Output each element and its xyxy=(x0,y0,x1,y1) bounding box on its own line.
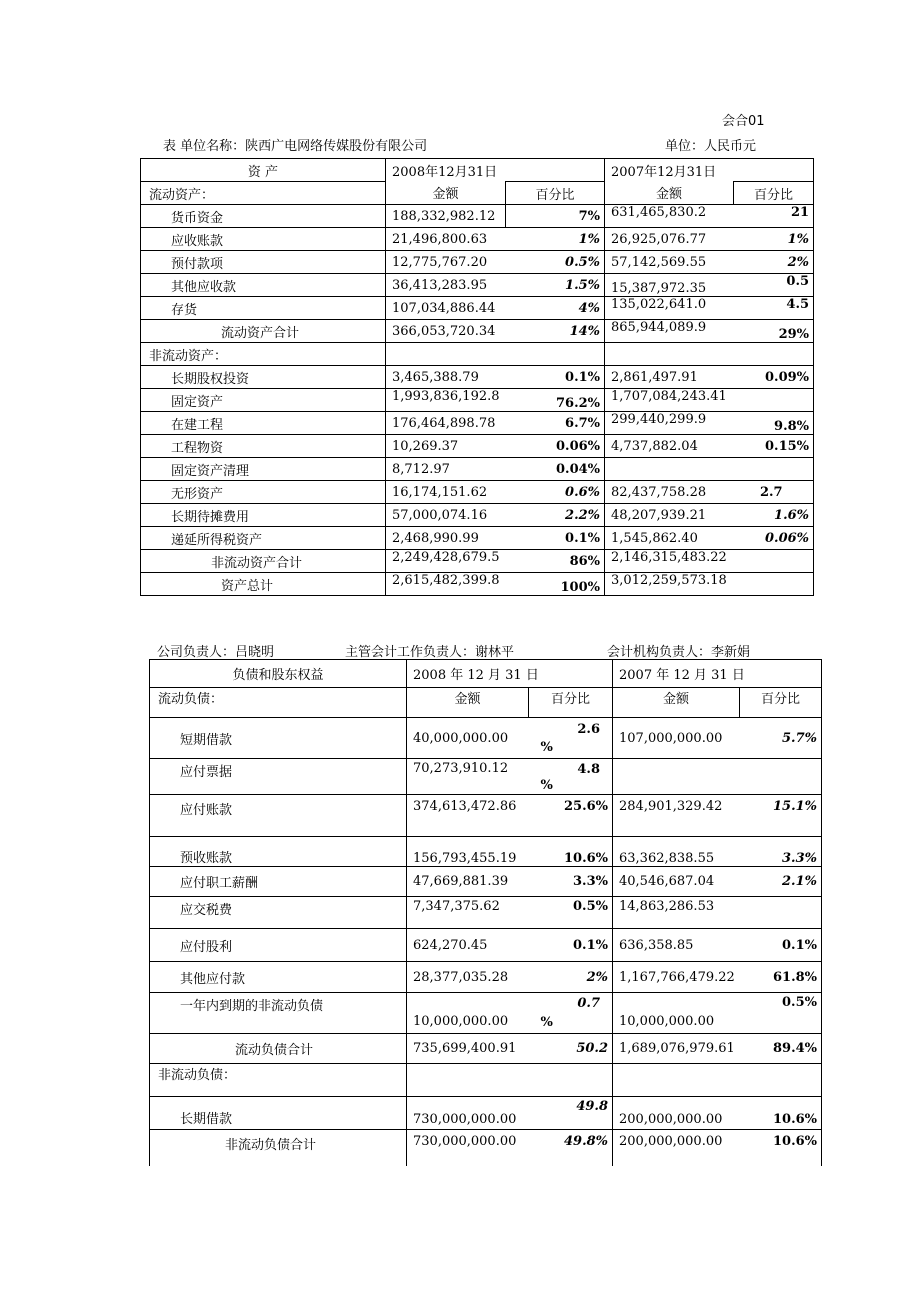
percent-value: 2.6 xyxy=(577,722,600,737)
percent-sign: % xyxy=(540,1015,553,1030)
amount-2007: 1,545,862.40 xyxy=(605,527,734,550)
table-row xyxy=(141,343,814,366)
percent-2008: 0.1% xyxy=(506,366,605,389)
percent-sign: % xyxy=(540,740,553,755)
amount-2007: 2,146,315,483.22 xyxy=(605,550,734,573)
amount-2008: 366,053,720.34 xyxy=(386,320,506,343)
row-label: 预收账款 xyxy=(150,837,407,867)
percent-2008: 4% xyxy=(506,297,605,320)
amount-2007: 636,358.85 xyxy=(613,929,740,962)
row-label: 非流动资产： xyxy=(141,343,386,366)
amount-2008: 730,000,000.00 xyxy=(407,1130,529,1167)
assets-table xyxy=(140,158,814,596)
amount-2007: 48,207,939.21 xyxy=(605,504,734,527)
percent-2008: 10.6% xyxy=(529,837,613,867)
percent-2007: 9.8% xyxy=(734,412,814,435)
row-label: 固定资产清理 xyxy=(141,458,386,481)
amount-2008: 1,993,836,192.8 xyxy=(386,389,506,412)
table-row xyxy=(150,1097,822,1130)
amount-2007: 135,022,641.0 xyxy=(605,297,734,320)
percent-2007: 2.1% xyxy=(740,867,822,897)
row-label: 短期借款 xyxy=(150,718,407,759)
row-label: 非流动负债合计 xyxy=(150,1130,407,1167)
percent-2007: 29% xyxy=(734,320,814,343)
percent-header: 百分比 xyxy=(734,182,814,205)
table-row xyxy=(141,435,814,458)
amount-2008: 28,377,035.28 xyxy=(407,962,529,993)
liabilities-year-2007: 2007 年 12 月 31 日 xyxy=(613,660,822,688)
row-label: 流动资产合计 xyxy=(141,320,386,343)
amount-2008: 36,413,283.95 xyxy=(386,274,506,297)
table-row xyxy=(150,759,822,795)
row-label: 一年内到期的非流动负债 xyxy=(150,993,407,1034)
percent-2008: 0.04% xyxy=(506,458,605,481)
table-row xyxy=(141,274,814,297)
percent-2008: 1% xyxy=(506,228,605,251)
percent-2008: 50.2 xyxy=(529,1034,613,1064)
table-row xyxy=(141,182,814,205)
percent-2007: 2% xyxy=(734,251,814,274)
percent-2007 xyxy=(734,389,814,412)
percent-2008: 6.7% xyxy=(506,412,605,435)
percent-2008: 49.8% xyxy=(529,1130,613,1167)
percent-2008: 14% xyxy=(506,320,605,343)
percent-2007 xyxy=(734,458,814,481)
percent-2007: 0.5% xyxy=(740,993,822,1034)
row-label: 非流动负债： xyxy=(150,1064,407,1097)
amount-2007: 15,387,972.35 xyxy=(605,274,734,297)
percent-header: 百分比 xyxy=(529,688,613,718)
amount-header: 金额 xyxy=(613,688,740,718)
currency-unit: 单位：人民币元 xyxy=(665,139,757,154)
row-label: 应付股利 xyxy=(150,929,407,962)
row-label: 其他应收款 xyxy=(141,274,386,297)
table-row xyxy=(141,527,814,550)
percent-2007: 0.15% xyxy=(734,435,814,458)
percent-2007: 2.7 xyxy=(734,481,814,504)
percent-value: 4.8 xyxy=(577,762,600,777)
amount-2008: 624,270.45 xyxy=(407,929,529,962)
percent-2007: 21 xyxy=(734,205,814,228)
percent-2007: 10.6% xyxy=(740,1097,822,1130)
table-row xyxy=(141,550,814,573)
table-row xyxy=(150,1064,822,1097)
empty-cell xyxy=(613,1064,822,1097)
amount-2007: 4,737,882.04 xyxy=(605,435,734,458)
table-row xyxy=(150,688,822,718)
amount-2008: 57,000,074.16 xyxy=(386,504,506,527)
amount-2007: 1,707,084,243.41 xyxy=(605,389,734,412)
amount-2008: 374,613,472.86 xyxy=(407,795,529,837)
amount-2007: 40,546,687.04 xyxy=(613,867,740,897)
amount-2008: 188,332,982.12 xyxy=(386,205,506,228)
row-label: 递延所得税资产 xyxy=(141,527,386,550)
amount-2008: 2,615,482,399.8 xyxy=(386,573,506,596)
percent-2008 xyxy=(529,759,613,795)
percent-sign: % xyxy=(540,778,553,793)
percent-2007: 0.5 xyxy=(734,274,814,297)
percent-2007: 10.6% xyxy=(740,1130,822,1167)
table-row xyxy=(141,412,814,435)
row-label: 应收账款 xyxy=(141,228,386,251)
percent-2008 xyxy=(529,993,613,1034)
percent-2008: 49.8 xyxy=(529,1097,613,1130)
table-row xyxy=(141,504,814,527)
amount-2008: 16,174,151.62 xyxy=(386,481,506,504)
amount-2008: 156,793,455.19 xyxy=(407,837,529,867)
amount-2007: 63,362,838.55 xyxy=(613,837,740,867)
table-row xyxy=(150,1034,822,1064)
company-head: 公司负责人：吕晓明 xyxy=(157,645,275,660)
amount-header: 金额 xyxy=(386,182,506,205)
percent-2008: 0.1% xyxy=(506,527,605,550)
table-row xyxy=(150,962,822,993)
company-name: 表 单位名称：陕西广电网络传媒股份有限公司 xyxy=(163,139,428,154)
table-row xyxy=(141,251,814,274)
row-label: 长期待摊费用 xyxy=(141,504,386,527)
table-row xyxy=(141,458,814,481)
row-label: 流动资产： xyxy=(141,182,386,205)
percent-2008: 2% xyxy=(529,962,613,993)
row-label: 流动负债合计 xyxy=(150,1034,407,1064)
amount-2007: 631,465,830.2 xyxy=(605,205,734,228)
percent-2007 xyxy=(740,759,822,795)
percent-2008: 0.06% xyxy=(506,435,605,458)
percent-2008: 2.2% xyxy=(506,504,605,527)
amount-2008: 7,347,375.62 xyxy=(407,897,529,929)
percent-2007: 3.3% xyxy=(740,837,822,867)
amount-2008: 12,775,767.20 xyxy=(386,251,506,274)
amount-2008: 735,699,400.91 xyxy=(407,1034,529,1064)
percent-2007: 15.1% xyxy=(740,795,822,837)
amount-2008: 730,000,000.00 xyxy=(407,1097,529,1130)
row-label: 固定资产 xyxy=(141,389,386,412)
row-label: 存货 xyxy=(141,297,386,320)
table-row xyxy=(150,993,822,1034)
empty-cell xyxy=(605,343,814,366)
percent-value: 0.7 xyxy=(577,996,600,1011)
empty-cell xyxy=(386,343,605,366)
percent-2007: 0.06% xyxy=(734,527,814,550)
amount-2008: 10,269.37 xyxy=(386,435,506,458)
table-row xyxy=(141,573,814,596)
percent-2007 xyxy=(734,573,814,596)
amount-2008: 21,496,800.63 xyxy=(386,228,506,251)
percent-2008: 25.6% xyxy=(529,795,613,837)
table-row xyxy=(141,228,814,251)
amount-2007: 284,901,329.42 xyxy=(613,795,740,837)
table-row xyxy=(150,837,822,867)
liabilities-year-2008: 2008 年 12 月 31 日 xyxy=(407,660,613,688)
percent-2008: 7% xyxy=(506,205,605,228)
amount-2007 xyxy=(613,759,740,795)
amount-2007: 57,142,569.55 xyxy=(605,251,734,274)
amount-2007: 865,944,089.9 xyxy=(605,320,734,343)
percent-2008: 1.5% xyxy=(506,274,605,297)
empty-cell xyxy=(407,1064,613,1097)
row-label: 货币资金 xyxy=(141,205,386,228)
amount-2007 xyxy=(605,458,734,481)
row-label: 应交税费 xyxy=(150,897,407,929)
amount-2008: 8,712.97 xyxy=(386,458,506,481)
percent-2007: 5.7% xyxy=(740,718,822,759)
row-label: 工程物资 xyxy=(141,435,386,458)
amount-header: 金额 xyxy=(605,182,734,205)
amount-2007: 3,012,259,573.18 xyxy=(605,573,734,596)
percent-2008: 0.5% xyxy=(506,251,605,274)
amount-header: 金额 xyxy=(407,688,529,718)
percent-2008: 0.6% xyxy=(506,481,605,504)
percent-2007: 89.4% xyxy=(740,1034,822,1064)
accounting-head: 主管会计工作负责人：谢林平 xyxy=(345,645,515,660)
row-label: 应付账款 xyxy=(150,795,407,837)
row-label: 无形资产 xyxy=(141,481,386,504)
amount-2007: 10,000,000.00 xyxy=(613,993,740,1034)
percent-2007: 61.8% xyxy=(740,962,822,993)
percent-2008: 0.1% xyxy=(529,929,613,962)
row-label: 预付款项 xyxy=(141,251,386,274)
table-row xyxy=(150,718,822,759)
row-label: 应付票据 xyxy=(150,759,407,795)
row-label: 长期股权投资 xyxy=(141,366,386,389)
percent-2007 xyxy=(740,897,822,929)
amount-2007: 200,000,000.00 xyxy=(613,1097,740,1130)
percent-2008: 76.2% xyxy=(506,389,605,412)
table-row xyxy=(141,320,814,343)
form-code: 会合01 xyxy=(722,114,765,129)
amount-2007: 107,000,000.00 xyxy=(613,718,740,759)
amount-2007: 14,863,286.53 xyxy=(613,897,740,929)
amount-2008: 70,273,910.12 xyxy=(407,759,529,795)
row-label: 长期借款 xyxy=(150,1097,407,1130)
table-row xyxy=(150,1130,822,1167)
assets-year-2007: 2007年12月31日 xyxy=(605,159,814,182)
amount-2008: 10,000,000.00 xyxy=(407,993,529,1034)
amount-2007: 26,925,076.77 xyxy=(605,228,734,251)
table-row xyxy=(150,929,822,962)
table-row xyxy=(150,867,822,897)
amount-2007: 2,861,497.91 xyxy=(605,366,734,389)
percent-2007 xyxy=(734,550,814,573)
table-row xyxy=(150,795,822,837)
assets-year-2008: 2008年12月31日 xyxy=(386,159,605,182)
percent-2008 xyxy=(529,718,613,759)
liabilities-table xyxy=(149,659,822,1166)
percent-2008: 86% xyxy=(506,550,605,573)
percent-2007: 4.5 xyxy=(734,297,814,320)
table-row xyxy=(141,481,814,504)
assets-col-title: 资 产 xyxy=(141,159,386,182)
percent-2008: 0.5% xyxy=(529,897,613,929)
amount-2007: 200,000,000.00 xyxy=(613,1130,740,1167)
row-label: 资产总计 xyxy=(141,573,386,596)
amount-2008: 3,465,388.79 xyxy=(386,366,506,389)
percent-2007: 1% xyxy=(734,228,814,251)
percent-2008: 3.3% xyxy=(529,867,613,897)
amount-2008: 40,000,000.00 xyxy=(407,718,529,759)
agency-head: 会计机构负责人：李新娟 xyxy=(607,645,751,660)
amount-2007: 299,440,299.9 xyxy=(605,412,734,435)
table-row xyxy=(141,389,814,412)
liabilities-col-title: 负债和股东权益 xyxy=(150,660,407,688)
amount-2008: 107,034,886.44 xyxy=(386,297,506,320)
percent-2007: 0.1% xyxy=(740,929,822,962)
percent-2008: 100% xyxy=(506,573,605,596)
table-row xyxy=(141,297,814,320)
table-row xyxy=(150,897,822,929)
percent-header: 百分比 xyxy=(740,688,822,718)
amount-2008: 176,464,898.78 xyxy=(386,412,506,435)
amount-2007: 82,437,758.28 xyxy=(605,481,734,504)
amount-2008: 2,468,990.99 xyxy=(386,527,506,550)
row-label: 在建工程 xyxy=(141,412,386,435)
row-label: 流动负债： xyxy=(150,688,407,718)
table-row xyxy=(141,366,814,389)
row-label: 其他应付款 xyxy=(150,962,407,993)
amount-2008: 47,669,881.39 xyxy=(407,867,529,897)
amount-2007: 1,167,766,479.22 xyxy=(613,962,740,993)
percent-header: 百分比 xyxy=(506,182,605,205)
row-label: 非流动资产合计 xyxy=(141,550,386,573)
percent-2007: 0.09% xyxy=(734,366,814,389)
table-row xyxy=(141,205,814,228)
amount-2007: 1,689,076,979.61 xyxy=(613,1034,740,1064)
row-label: 应付职工薪酬 xyxy=(150,867,407,897)
amount-2008: 2,249,428,679.5 xyxy=(386,550,506,573)
percent-2007: 1.6% xyxy=(734,504,814,527)
